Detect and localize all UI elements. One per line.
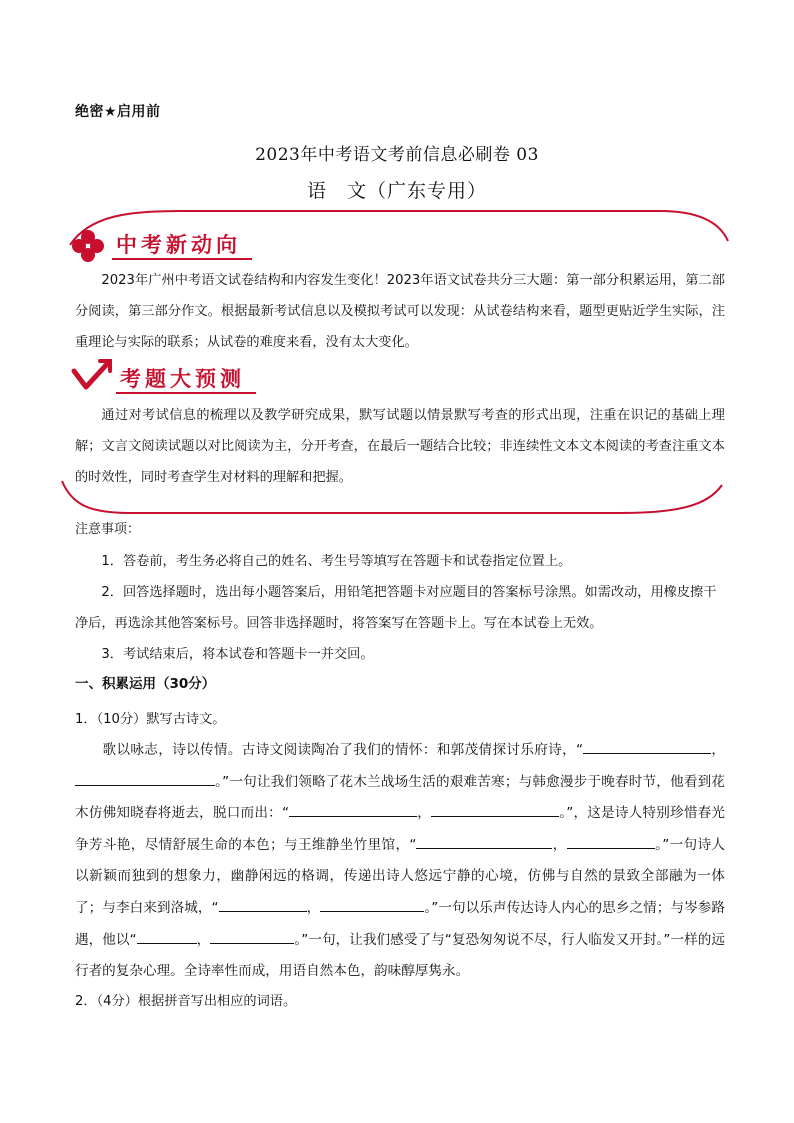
answer-blank-10[interactable] <box>210 929 294 944</box>
answer-blank-6[interactable] <box>567 834 655 849</box>
q1-text-seg1: 歌以咏志，诗以传情。古诗文阅读陶冶了我们的情怀：和郭茂倩探讨乐府诗，“ <box>102 742 584 758</box>
answer-blank-3[interactable] <box>289 802 417 817</box>
q1-comma-4: ， <box>306 899 321 916</box>
q1-text-seg5: 。”一句以乐声传达诗人内心的思乡之情；与岑参路遇，他以“ <box>75 899 726 948</box>
note-item-2: 2．回答选择题时，选出每小题答案后，用铅笔把答题卡对应题目的答案标号涂黑。如需改动，用橡皮擦干净后，再选涂其他答案标号。回答非选择题时，将答案写在答题卡上。写在本试卷上无效。 <box>75 585 717 631</box>
note-item-1: 1．答卷前，考生务必将自己的姓名、考生号等填写在答题卡和试卷指定位置上。 <box>101 554 572 569</box>
answer-blank-2[interactable] <box>75 771 215 786</box>
secret-label: 绝密★启用前 <box>75 104 161 120</box>
answer-blank-5[interactable] <box>416 834 552 849</box>
clover-icon <box>70 228 106 264</box>
section-heading-trends: 中考新动向 <box>116 233 241 257</box>
answer-blank-4[interactable] <box>431 802 559 817</box>
part1-heading: 一、积累运用（30分） <box>75 676 216 692</box>
heading-underline <box>112 256 252 262</box>
answer-blank-8[interactable] <box>320 897 424 912</box>
note-item-3: 3．考试结束后，将本试卷和答题卡一并交回。 <box>101 647 374 662</box>
exam-title: 2023年中考语文考前信息必刷卷 03 <box>255 145 539 165</box>
q1-comma-2: ， <box>417 805 431 822</box>
q1-text-seg4: 。”一句诗人以新颖而独到的想象力，幽静闲远的格调，传递出诗人悠远宁静的心境，仿佛与自然的景致全部融为一体了；与李白来到洛城，“ <box>75 836 726 916</box>
question-1-stem: 1．（10分）默写古诗文。 <box>75 712 226 727</box>
q1-text-seg3: 。”，这是诗人特别珍惜春光争芳斗艳，尽情舒展生命的本色；与王维静坐竹里馆，“ <box>75 805 726 853</box>
answer-blank-1[interactable] <box>583 739 711 754</box>
trends-text: 2023年广州中考语文试卷结构和内容发生变化！2023年语文试卷共分三大题：第一部分积累运用，第二部分阅读，第三部分作文。根据最新考试信息以及模拟考试可以发现：从试卷结构来看，题型更贴近学生实际，注重理论与实际的联系；从试卷的难度来看，没有太大变化。 <box>75 273 725 350</box>
question-2-stem: 2．（4分）根据拼音写出相应的词语。 <box>75 994 297 1009</box>
q1-comma-5: ， <box>196 931 211 948</box>
heading-underline-2 <box>116 390 256 396</box>
check-arrow-icon <box>70 357 114 397</box>
q1-comma-1: ， <box>711 742 726 758</box>
notes-title: 注意事项： <box>75 522 141 537</box>
q1-text-seg2: 。”一句让我们领略了花木兰战场生活的艰难苦寒；与韩愈漫步于晚春时节，他看到花木仿佛知晓春将逝去，脱口而出：“ <box>75 773 725 822</box>
q1-text-seg6: 。”一句，让我们感受了与“复恐匆匆说不尽，行人临发又开封。”一样的远行者的复杂心理。全诗率性而成，用语自然本色，韵味醇厚隽永。 <box>75 931 725 980</box>
q1-comma-3: ， <box>552 836 567 853</box>
exam-subtitle: 语 文（广东专用） <box>306 180 487 202</box>
answer-blank-7[interactable] <box>219 897 307 912</box>
section-heading-prediction: 考题大预测 <box>120 367 245 391</box>
prediction-text: 通过对考试信息的梳理以及教学研究成果，默写试题以情景默写考查的形式出现，注重在识记的基础上理解；文言文阅读试题以对比阅读为主，分开考查，在最后一题结合比较；非连续性文本文本阅读的考查注重文本的时效性，同时考查学生对材料的理解和把握。 <box>75 408 725 485</box>
answer-blank-9[interactable] <box>137 929 197 944</box>
question-1-body <box>75 735 725 988</box>
